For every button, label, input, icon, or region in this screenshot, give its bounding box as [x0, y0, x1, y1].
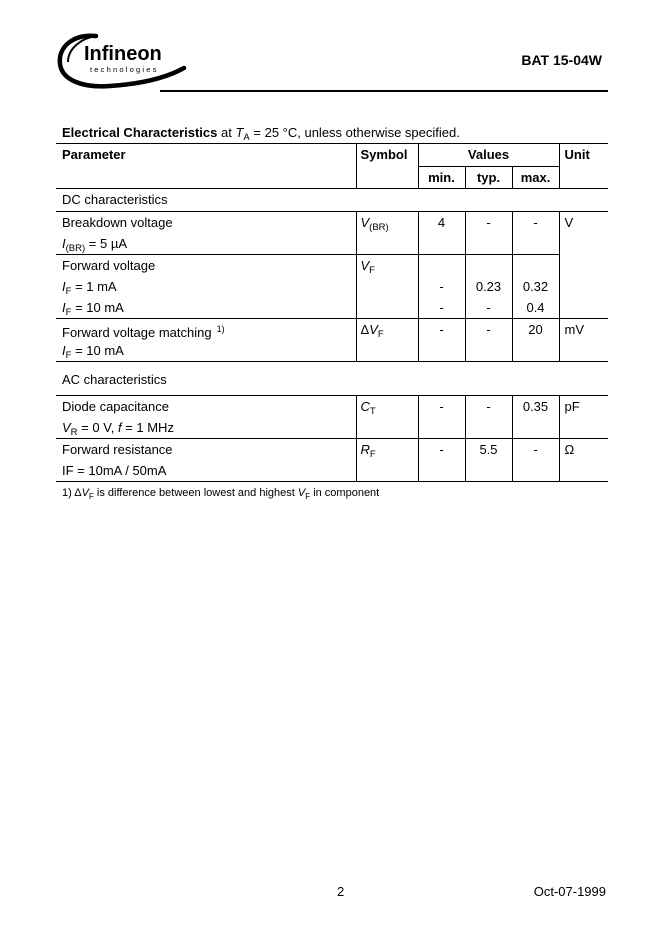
min-breakdown: 4	[437, 215, 446, 230]
max-forward-voltage-2: 0.4	[526, 300, 545, 315]
typ-resistance: 5.5	[479, 442, 498, 457]
table-row-matching	[56, 319, 608, 362]
caption-title: Electrical Characteristics	[62, 125, 218, 140]
cond-capacitance: $V_R = 0$ V, f = 1 MHz	[62, 420, 174, 438]
header-row	[56, 144, 608, 167]
page-number: 2	[337, 884, 345, 899]
dc-section-label: DC characteristics	[62, 192, 168, 207]
cond-resistance: IF = 10mA / 50mA	[62, 463, 167, 478]
header-symbol: Symbol	[360, 147, 408, 162]
document-title: BAT 15-04W	[521, 52, 602, 68]
infineon-logo	[56, 30, 188, 92]
cond-forward-voltage-2: $I_F = 10$ mA	[62, 300, 124, 318]
param-forward-voltage: Forward voltage	[62, 258, 156, 273]
ac-section-label: AC characteristics	[62, 372, 167, 387]
header-values: Values	[467, 147, 510, 162]
header-typ: typ.	[476, 169, 501, 185]
caption-temp-symbol: T	[235, 125, 244, 140]
table-row-capacitance	[56, 396, 608, 439]
min-forward-voltage-2: -	[439, 300, 444, 315]
unit-capacitance: pF	[564, 399, 580, 414]
footnote-ref: 1)	[216, 324, 225, 334]
header-min: min.	[428, 169, 455, 185]
unit-resistance: Ω	[564, 442, 575, 457]
typ-forward-voltage-2: -	[486, 300, 491, 315]
document-date: Oct-07-1999	[533, 884, 606, 899]
param-resistance: Forward resistance	[62, 442, 173, 457]
typ-capacitance: -	[486, 399, 491, 414]
cond-forward-voltage-1: $I_F = 1$ mA	[62, 279, 117, 297]
dc-section-row	[56, 189, 608, 212]
caption-at: at	[221, 125, 232, 140]
typ-matching: -	[486, 322, 491, 337]
min-capacitance: -	[439, 399, 444, 414]
header-parameter: Parameter	[62, 147, 126, 162]
unit-breakdown: V	[564, 215, 574, 230]
min-forward-voltage-1: -	[439, 279, 444, 294]
param-matching: Forward voltage matching $^{1)}$	[62, 324, 225, 340]
sym-matching: $\Delta V_F$	[360, 322, 384, 340]
max-matching: 20	[528, 322, 543, 337]
max-forward-voltage-1: 0.32	[522, 279, 549, 294]
param-breakdown: Breakdown voltage	[62, 215, 173, 230]
table-row-resistance	[56, 439, 608, 482]
param-capacitance: Diode capacitance	[62, 399, 169, 414]
ac-section-row	[56, 362, 608, 396]
sym-resistance: $R_F$	[360, 442, 376, 460]
sym-capacitance: $C_T$	[360, 399, 376, 417]
electrical-characteristics-table	[56, 143, 608, 482]
max-resistance: -	[533, 442, 538, 457]
typ-breakdown: -	[486, 215, 491, 230]
table-row-forward-voltage	[56, 255, 608, 319]
sym-breakdown: $V_{(BR)}$	[360, 215, 389, 233]
footnote: 1) $\Delta V_F$ is difference between lowest and highest $V_F$ in component	[62, 487, 380, 501]
table-caption	[62, 125, 460, 143]
sym-forward-voltage: $V_F$	[360, 258, 375, 276]
logo-brand-text: Infineon	[84, 43, 162, 65]
header-unit: Unit	[564, 147, 590, 162]
header-rule	[160, 90, 608, 92]
cond-matching: $I_F = 10$ mA	[62, 343, 124, 361]
unit-matching: mV	[564, 322, 585, 337]
typ-forward-voltage-1: 0.23	[475, 279, 502, 294]
max-breakdown: -	[533, 215, 538, 230]
caption-temp-sub: A	[243, 132, 250, 143]
table-row-breakdown	[56, 212, 608, 255]
cond-breakdown: $I_{(BR)} = 5$ µA	[62, 236, 127, 254]
logo-tagline-text: technologies	[90, 65, 159, 74]
caption-condition: = 25 °C, unless otherwise specified.	[253, 125, 460, 140]
header-max: max.	[520, 169, 551, 185]
min-matching: -	[439, 322, 444, 337]
min-resistance: -	[439, 442, 444, 457]
max-capacitance: 0.35	[522, 399, 549, 414]
